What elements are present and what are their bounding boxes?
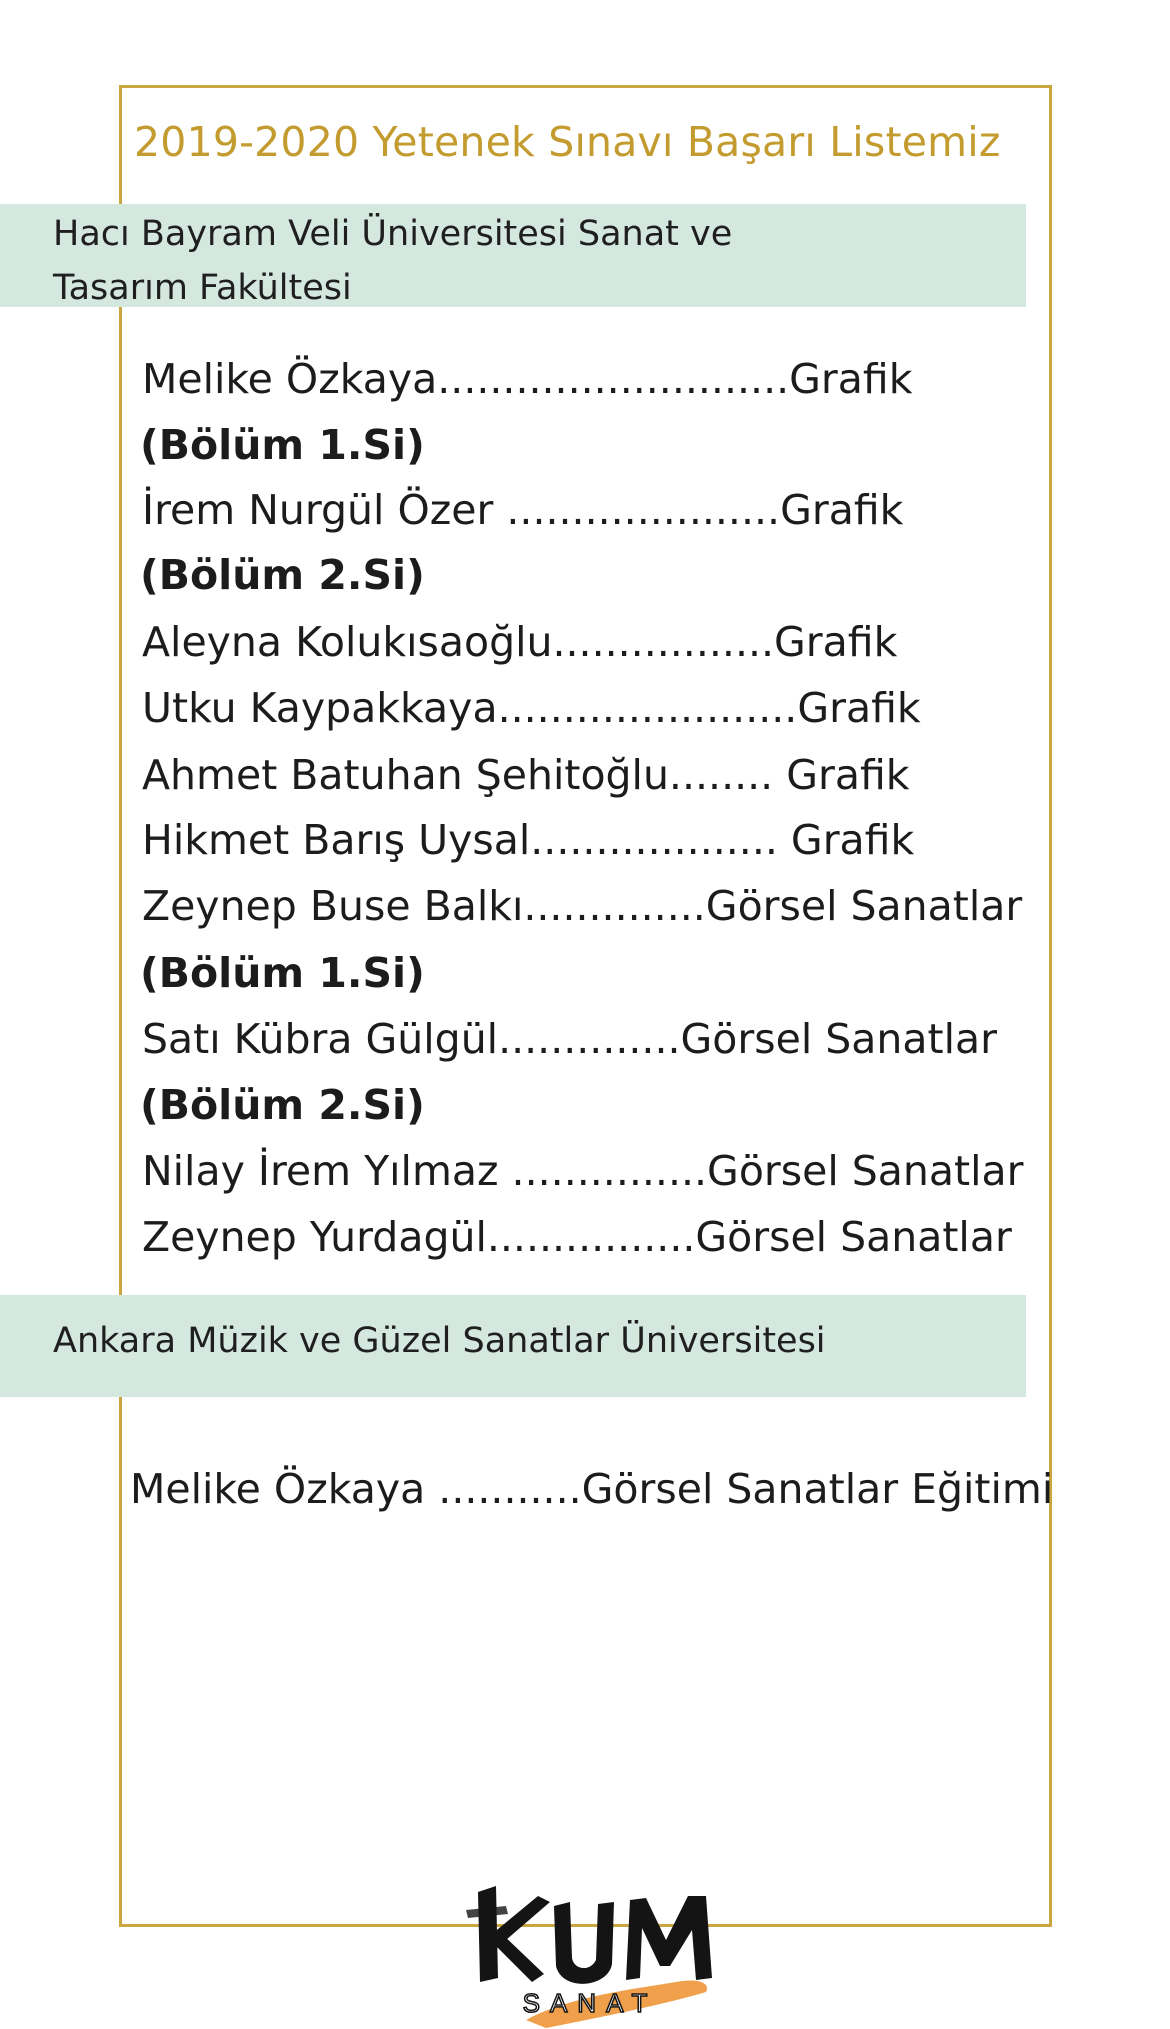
- list-item: Zeynep Buse Balkı..............Görsel Sanatlar: [142, 882, 1023, 930]
- logo-subtext: SANAT: [522, 1988, 658, 2018]
- list-item: Aleyna Kolukısaoğlu.................Grafik: [142, 618, 898, 666]
- page-title: 2019-2020 Yetenek Sınavı Başarı Listemiz: [134, 118, 1001, 166]
- section-header-hbv: [0, 204, 1026, 307]
- list-item: Utku Kaypakkaya.......................Grafik: [142, 684, 921, 732]
- list-item: Melike Özkaya...........................Grafik: [142, 355, 913, 403]
- section-header-amgsu: [0, 1295, 1026, 1397]
- logo-lettering: [466, 1886, 712, 1984]
- list-item: Nilay İrem Yılmaz ...............Görsel Sanatlar: [142, 1147, 1024, 1195]
- section-header-line-1: Ankara Müzik ve Güzel Sanatlar Üniversitesi: [53, 1321, 826, 1361]
- list-item: Zeynep Yurdagül................Görsel Sanatlar: [142, 1213, 1012, 1261]
- list-item: Satı Kübra Gülgül..............Görsel Sanatlar: [142, 1015, 997, 1063]
- list-item: İrem Nurgül Özer .....................Grafik: [142, 486, 904, 534]
- rank-note: (Bölüm 2.Si): [140, 551, 425, 599]
- rank-note: (Bölüm 1.Si): [140, 421, 425, 469]
- rank-note: (Bölüm 1.Si): [140, 949, 425, 997]
- list-item: Hikmet Barış Uysal................... Grafik: [142, 816, 915, 864]
- list-item: Ahmet Batuhan Şehitoğlu........ Grafik: [142, 751, 910, 799]
- rank-note: (Bölüm 2.Si): [140, 1081, 425, 1129]
- section-header-line-1: Hacı Bayram Veli Üniversitesi Sanat ve: [53, 214, 733, 254]
- kum-sanat-logo: [466, 1870, 736, 2029]
- section-header-line-2: Tasarım Fakültesi: [53, 268, 352, 308]
- list-item: Melike Özkaya ...........Görsel Sanatlar Eğitimi: [130, 1465, 1054, 1513]
